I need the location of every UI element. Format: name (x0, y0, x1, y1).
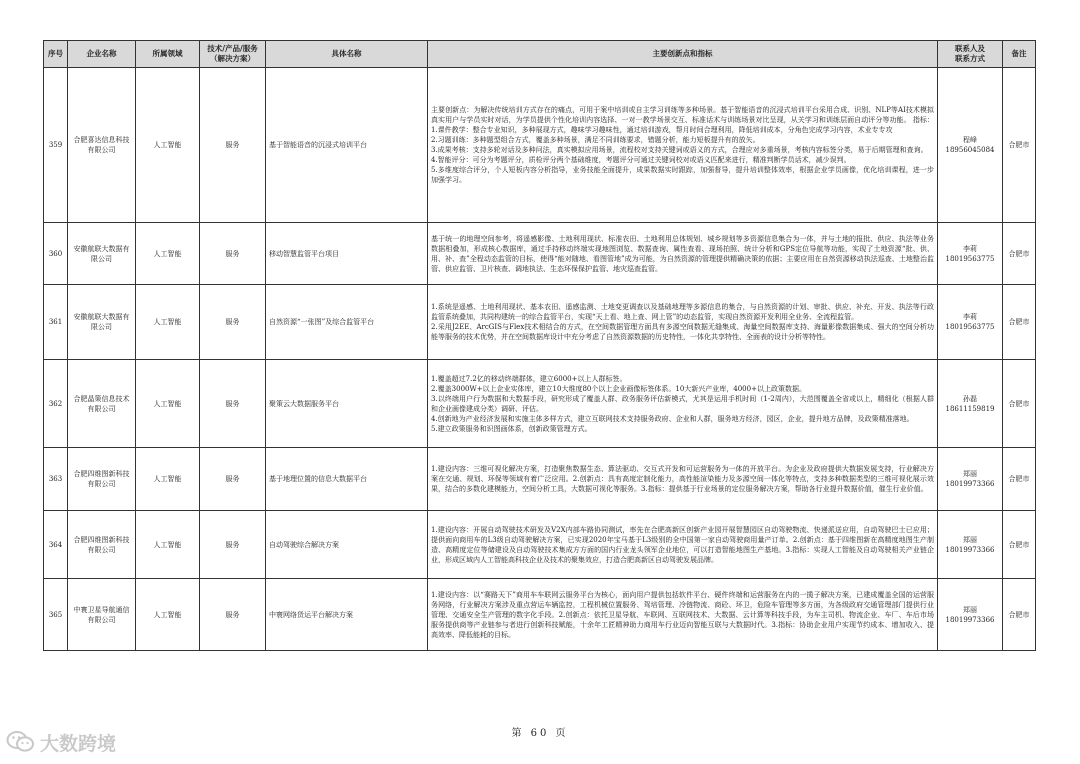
contact-name: 程峰 (963, 136, 977, 144)
cell-name: 基于智能语音的沉浸式培训平台 (266, 68, 428, 223)
header-contact-line2: 联系方式 (955, 54, 985, 63)
cell-seq: 365 (44, 579, 68, 651)
innovation-line: 1.建设内容：以“赛路天下”商用车车联网云服务平台为核心，面向用户提供包括软件平台、硬件终端和运营服务在内的一揽子解决方案，已建成覆盖全国的运营服务网络，行业解决方案涉及重点营运车辆监控，工程机械位置服务、驾培管理、冷链物流、商砼、环卫，危险车管理等多方面，为各级政府交通管理部门提供行业管理、交通安全生产管理的数字化手段。2.创新点：依托卫星导航、车联网、互联网技术、大数据、云计算等科技手段，为车主司机、物流企业、车厂、车后市场服务提供商等产业链参与者进行创新科技赋能，十余年工匠精神助力商用车行业迈向智能互联与大数据时代。3.指标：协助企业用户实现节约成本、增加收入、提高效率、降低能耗的目标。 (431, 590, 934, 639)
watermark-text: 大数跨境 (40, 732, 117, 755)
header-note: 备注 (1003, 41, 1036, 68)
header-company: 企业名称 (68, 41, 136, 68)
cell-seq: 362 (44, 360, 68, 448)
contact-phone: 18956045084 (945, 146, 995, 154)
cell-note: 合肥市 (1003, 285, 1036, 360)
cell-contact (938, 285, 1003, 360)
cell-field: 人工智能 (136, 360, 200, 448)
cell-note: 合肥市 (1003, 68, 1036, 223)
innovation-line: 5.多维度综合评分，个人短板内容分析指导，业务技能全面提升，成果数据实时跟踪，加强督导，提升培训整体效率，根据企业学员画像，优化培训课程，进一步加强学习。 (431, 166, 934, 184)
cell-seq: 363 (44, 448, 68, 511)
cell-type: 服务 (200, 223, 266, 285)
cell-note: 合肥市 (1003, 223, 1036, 285)
cell-field: 人工智能 (136, 511, 200, 579)
cell-note: 合肥市 (1003, 360, 1036, 448)
cell-company: 中寰卫星导航通信有限公司 (68, 579, 136, 651)
contact-name: 郑丽 (963, 470, 977, 478)
cell-contact (938, 579, 1003, 651)
projects-table (43, 40, 1036, 651)
cell-company: 合肥四维图新科技有限公司 (68, 448, 136, 511)
innovation-line: 2.覆盖3000W+以上企业实体库，建立10大维度80个以上企业画像标签体系。10大新兴产业库，4000+以上政策数据。 (431, 384, 806, 393)
header-contact (938, 41, 1003, 68)
innovation-line: 4.智能评分：可分为考题评分，质检评分两个基础维度，考题评分可通过关键词校对或语义匹配来进行，精准判断学员话术，减少误判。 (431, 156, 851, 164)
cell-contact (938, 68, 1003, 223)
watermark (6, 727, 116, 757)
cell-innovation (428, 579, 938, 651)
cell-name: 基于地理位置的信息大数据平台 (266, 448, 428, 511)
table-body (44, 68, 1036, 651)
cell-company: 合肥四维图新科技有限公司 (68, 511, 136, 579)
cell-field: 人工智能 (136, 68, 200, 223)
cell-contact (938, 511, 1003, 579)
contact-name: 郑丽 (963, 535, 977, 544)
contact-name: 孙磊 (963, 394, 977, 403)
cell-field: 人工智能 (136, 448, 200, 511)
cell-contact (938, 223, 1003, 285)
table-row (44, 68, 1036, 223)
cell-field: 人工智能 (136, 223, 200, 285)
table-row (44, 579, 1036, 651)
wechat-logo-icon (6, 729, 36, 755)
cell-innovation (428, 360, 938, 448)
cell-name: 中寰网络货运平台解决方案 (266, 579, 428, 651)
contact-phone: 18019973366 (945, 480, 995, 488)
cell-note: 合肥市 (1003, 511, 1036, 579)
cell-seq: 359 (44, 68, 68, 223)
cell-seq: 360 (44, 223, 68, 285)
table-row (44, 360, 1036, 448)
innovation-line: 5.建立政策服务和识图画体系，创新政策管理方式。 (431, 424, 592, 433)
cell-company: 安徽航联大数据有限公司 (68, 285, 136, 360)
innovation-line: 3.以终端用户行为数据和大数据手段，研究形成了覆盖人群、政务服务评估新模式，尤其是运用手机时间（1-2周内），大范围覆盖全省或以上，精细化（根据人群和企业画像建成分类）调研、评估。 (431, 394, 934, 413)
cell-innovation (428, 448, 938, 511)
contact-name: 郑丽 (963, 605, 977, 614)
cell-name: 自动驾驶综合解决方案 (266, 511, 428, 579)
innovation-line: 2.采用J2EE、ArcGIS与Flex技术相结合的方式，在空间数据管理方面具有多源空间数据无缝集成、海量空间数据库支持、海量影像数据集成、强大的空间分析功能等服务的技术优势，并在空间数据库设计中充分考虑了自然资源数据的历史特性，一体化共享特性、全面表的设计分析等特性。 (431, 323, 934, 341)
cell-innovation (428, 511, 938, 579)
cell-field: 人工智能 (136, 579, 200, 651)
contact-name: 李莉 (963, 313, 977, 321)
table-row (44, 511, 1036, 579)
cell-seq: 364 (44, 511, 68, 579)
contact-name: 李莉 (963, 244, 977, 253)
cell-type: 服务 (200, 511, 266, 579)
innovation-line: 3.成果考核：支持多轮对话及多种问法，真实模拟应用场景，流程校对支持关键词或语义的方式，合理应对多重场景，考核内容标签分类，易于后期管理和查询。 (431, 146, 928, 154)
innovation-line: 基于统一的地理空间参考，将遥感影像、土地利用现状、标准农田、土地利用总体规划、城乡规划等多资源信息集合为一体，并与土地的报批、供应、执法等业务数据相叠加，形成核心数据库，通过手持移动终端实现地图浏览、数据查询、属性查看、现场拍照、统计分析和GPS定位导航等功能，实现了土地资源“批、供、用、补、查”全程动态监管的目标，使得“能对随地、看图管地”成为可能，为自然资源的管理提供精确决策的依据；主要应用在自然资源移动执法巡查、土地整治监管、供应监管、卫片核查、调地执法、生态环保保护监管、地灾巡查监管。 (431, 234, 934, 273)
page-number: 第 60 页 (511, 728, 569, 739)
contact-phone: 18611159819 (945, 404, 995, 413)
table-row (44, 223, 1036, 285)
contact-phone: 18019563775 (945, 254, 995, 263)
table-row (44, 285, 1036, 360)
cell-contact (938, 360, 1003, 448)
innovation-line: 主要创新点：为解决传统培训方式存在的痛点，可用于案中培训或自主学习训练等多种场景。基于智能语音的沉浸式培训平台采用合成、识别、NLP等AI技术模拟真实用户与学员实时对话，为学员提供个性化培训内容选择、一对一教学场景交互、标准话术与训练场景对比呈现，从关学习和训练层面自动评分等功能。 指标：1.课件教学：整合专业知识，多种展现方式，趣味学习趣味性，通过培训游戏，帮月时间合理利用，降低培训成本，分角色完成学习内容，术业专专攻 (431, 106, 934, 134)
table-row (44, 448, 1036, 511)
cell-field: 人工智能 (136, 285, 200, 360)
cell-innovation (428, 285, 938, 360)
header-seq: 序号 (44, 41, 68, 68)
header-innovation: 主要创新点和指标 (428, 41, 938, 68)
cell-name: 自然资源“一张图”及综合监管平台 (266, 285, 428, 360)
cell-type: 服务 (200, 285, 266, 360)
innovation-line: 1.建设内容：三维可视化解决方案，打造聚焦数据生态、算法驱动、交互式开发和可运营服务为一体的开放平台。为企业及政府提供大数据发展支持，行业解决方案在交通、规划、环保等领域有着广泛应用。2.创新点：具有高度定制化能力，高性能渲染能力及多源空间一体化等特点，支持多种数据类型的三维可视化展示效果，结合的多数化建模能力，空间分析工具，大数据可视化等服务。3.指标：提供基于行业场景的定位服务解决方案，帮助各行业提升数据价值，催生行业价值。 (431, 465, 934, 493)
innovation-line: 1.覆盖超过7.2亿的移动终端群体，建立6000+以上人群标签。 (431, 374, 627, 383)
cell-type: 服务 (200, 579, 266, 651)
cell-company: 合肥晶策信息技术有限公司 (68, 360, 136, 448)
header-type (200, 41, 266, 68)
contact-phone: 18019973366 (945, 545, 995, 554)
header-contact-line1: 联系人及 (955, 44, 985, 53)
innovation-line: 1.建设内容：开展自动驾驶技术研发及V2X内部车路协同测试，率先在合肥高新区创新产业园开展智慧园区自动驾驶物流、快递派送应用，自动驾驶巴士已应用；提供面向商用车的L3级自动驾驶解决方案，已实现2020年宝马基于L3级别的全中国第一家自动驾驶商用量产订单。2.创新点：基于四维图新在高精度地图生产制造、高精度定位等储建设及自动驾驶技术集成方方面的国内行业龙头领军企业地位，可以打造智能地图生产基地。3.指标：实现人工智能及自动驾驶相关产业链企业，形成区域内人工智能高科技企业及技术的聚集效应，打造合肥高新区自动驾驶发展品牌。 (431, 525, 934, 564)
cell-name: 移动智慧监管平台项目 (266, 223, 428, 285)
cell-innovation (428, 68, 938, 223)
cell-note: 合肥市 (1003, 579, 1036, 651)
cell-company: 合肥喜达信息科技有限公司 (68, 68, 136, 223)
header-type-line1: 技术/产品/服务 (207, 44, 258, 53)
cell-name: 聚策云大数据服务平台 (266, 360, 428, 448)
cell-seq: 361 (44, 285, 68, 360)
cell-company: 安徽航联大数据有限公司 (68, 223, 136, 285)
header-type-line2: （解决方案） (210, 54, 255, 63)
innovation-line: 4.创新地为产业经济发展和实施主体多样方式，建立互联网技术支持服务政府、企业和人群，服务地方经济，园区，企业，提升地方品牌，及政策精准落地。 (431, 414, 914, 423)
cell-type: 服务 (200, 448, 266, 511)
cell-contact (938, 448, 1003, 511)
table-header-row (44, 41, 1036, 68)
cell-note: 合肥市 (1003, 448, 1036, 511)
cell-innovation (428, 223, 938, 285)
contact-phone: 18019973366 (945, 615, 995, 624)
innovation-line: 1.系统是遥感、土地利用现状、基本农田、遥感监测、土地变更调查以及基础地理等多源信息的集合，与自然资源的计划、审批、供应、补充、开发、执法等行政监管系统叠加，共同构建统一的综合监管平台，实现“天上看、地上查、网上管”的动态监管，实现自然资源开发利用全业务、全流程监管。 (431, 303, 934, 321)
contact-phone: 18019563775 (945, 323, 995, 331)
header-field: 所属领域 (136, 41, 200, 68)
innovation-line: 2.习题训练：多种题型组合方式，覆盖多种场景，满足不同训练要求，错题分析，能力短板提升有的放矢。 (431, 136, 760, 144)
cell-type: 服务 (200, 360, 266, 448)
cell-type: 服务 (200, 68, 266, 223)
header-name: 具体名称 (266, 41, 428, 68)
